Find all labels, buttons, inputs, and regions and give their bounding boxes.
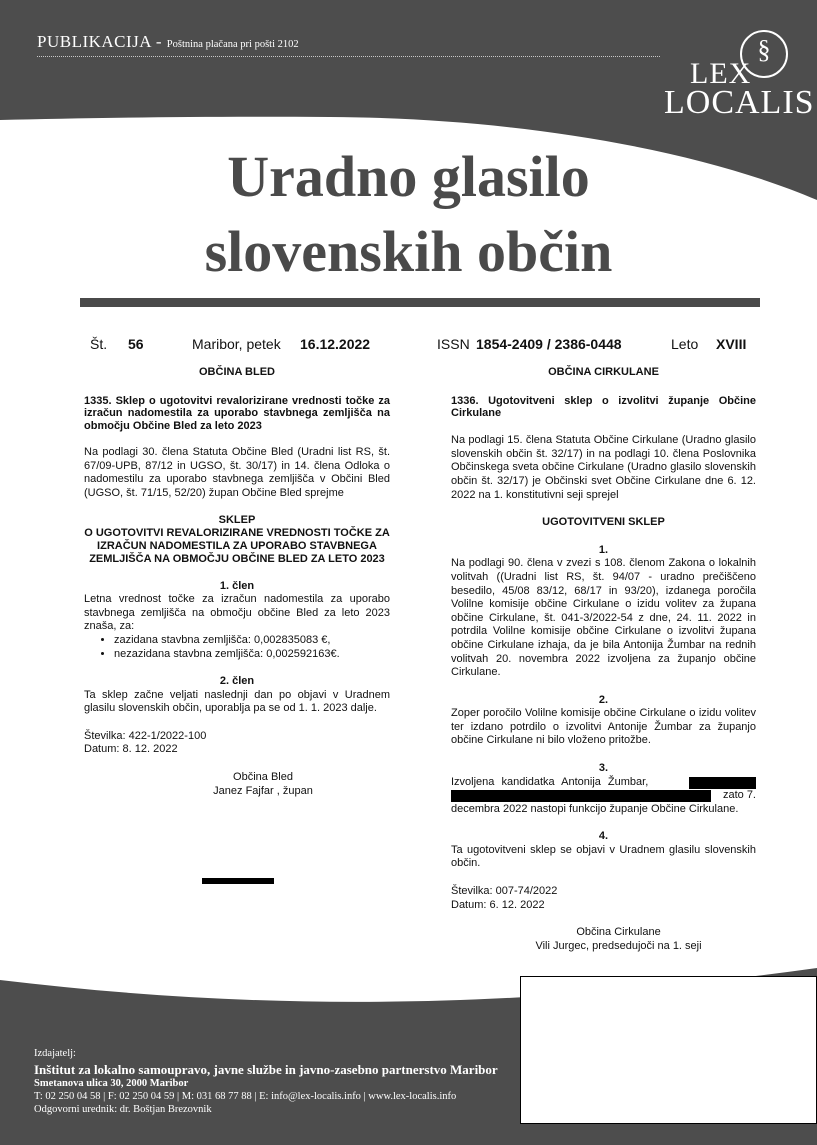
left-number: Številka: 422-1/2022-100 [84, 729, 207, 742]
issn-value: 1854-2409 / 2386-0448 [476, 336, 622, 352]
right-p1-number: 1. [598, 543, 609, 556]
right-intro: Na podlagi 15. člena Statuta Občine Cirkulane (Uradno glasilo slovenskih občin št. 32/17) in na podlagi 10. člena Poslovnika Občinskega sveta občine Cirkulane (Uradno glasilo slovenskih občin št. 32/17) je Občinski svet Občine Cirkulane dne 6. 12. 2022 na 1. konstitutivni seji sprejel [451, 434, 756, 501]
footer-publisher-label: Izdajatelj: [34, 1048, 76, 1059]
footer-address: Smetanova ulica 30, 2000 Maribor [34, 1078, 189, 1089]
right-p3-number: 3. [598, 762, 609, 775]
page-title-line2: slovenskih občin [204, 219, 613, 284]
right-p3-line2: zato 7. [722, 788, 756, 801]
right-p2-number: 2. [598, 693, 609, 706]
issn-label: ISSN [437, 336, 470, 352]
left-intro: Na podlagi 30. člena Statuta Občine Bled (Uradni list RS, št. 67/09-UPB, 87/12 in UGSO, št. 30/17) in 14. člena Odloka o nadomestilu za uporabo stavbnega zemljišča v Občini Bled (UGSO, št. 71/15, 52/20) župan Občine Bled sprejme [84, 445, 390, 499]
publication-text: PUBLIKACIJA - [37, 32, 163, 51]
title-rule [80, 298, 760, 307]
postage-text: Poštnina plačana pri pošti 2102 [166, 39, 299, 50]
right-p1-text: Na podlagi 90. člena v zvezi s 108. členom Zakona o lokalnih volitvah ((Uradni list RS, št. 94/07 - uradno prečiščeno besedilo, 45/08 83/12, 68/17 in 93/20), izdanega poročila Volilne komisije občine Cirkulane o izidu volitev za župana občine Cirkulane, št. 041-3/2022-54 z dne, 24. 11. 2022 in potrdila Volilne komisije občine Cirkulane o izvolitvi župana občine Cirkulane izhaja, da je bila Antonija Žumbar na rednih volitvah 20. novembra 2022 izvoljena za županjo občine Cirkulane. [451, 557, 756, 679]
right-p3-redacted-lines [451, 776, 756, 803]
right-sign-municipality: Občina Cirkulane [576, 926, 661, 939]
left-column [84, 366, 390, 798]
issue-number: 56 [128, 336, 144, 352]
logo-localis: LOCALIS [664, 84, 815, 121]
right-municipality-heading: OBČINA CIRKULANE [548, 366, 659, 378]
right-sklep-heading: UGOTOVITVENI SKLEP [542, 516, 665, 529]
left-sklep-heading: SKLEP [218, 514, 256, 527]
footer-editor: Odgovorni urednik: dr. Boštjan Brezovnik [34, 1104, 212, 1115]
publication-label [37, 32, 299, 52]
right-number: Številka: 007-74/2022 [451, 885, 558, 898]
right-p3-text: decembra 2022 nastopi funkcijo županje Občine Cirkulane. [451, 802, 739, 815]
left-values-list [84, 634, 390, 661]
right-redaction-1 [689, 777, 756, 789]
right-p3-line1: Izvoljena kandidatka Antonija Žumbar, [451, 775, 649, 788]
left-municipality-heading: OBČINA BLED [199, 366, 275, 378]
left-clen1-heading: 1. člen [219, 579, 255, 592]
left-clen2-heading: 2. člen [219, 675, 255, 688]
right-redaction-2 [451, 790, 711, 802]
year-value: XVIII [716, 336, 747, 352]
header-dotted-line [37, 56, 660, 57]
right-sign-name: Vili Jurgec, predsedujoči na 1. seji [535, 939, 702, 952]
year-label: Leto [671, 336, 699, 352]
section-sign-icon: § [757, 35, 771, 64]
left-clen2-text: Ta sklep začne veljati naslednji dan po objavi v Uradnem glasilu slovenskih občin, uporablja pa se od 1. 1. 2023 dalje. [84, 688, 390, 715]
left-act-title: 1335. Sklep o ugotovitvi revalorizirane vrednosti točke za izračun nadomestila za uporabo stavbnega zemljišča na območju Občine Bled za leto 2023 [84, 394, 390, 433]
left-sklep-subheading: O UGOTOVITVI REVALORIZIRANE VREDNOSTI TOČKE ZA IZRAČUN NADOMESTILA ZA UPORABO STAVBNEGA ZEMLJIŠČA NA OBMOČJU OBČINE BLED ZA LETO 2023 [84, 527, 390, 565]
logo-lex: LEX [690, 57, 752, 90]
page-title-line1: Uradno glasilo [227, 144, 590, 209]
left-clen1-text: Letna vrednost točke za izračun nadomestila za uporabo stavbnega zemljišča na območju občine Bled za leto 2023 znaša, za: [84, 593, 390, 633]
right-act-title: 1336. Ugotovitveni sklep o izvolitvi županje Občine Cirkulane [451, 394, 756, 420]
list-item: • zazidana stavbna zemljišča: 0,002835083 €, [114, 634, 390, 648]
right-p4-text: Ta ugotovitveni sklep se objavi v Uradnem glasilu slovenskih občin. [451, 843, 756, 870]
right-p2-text: Zoper poročilo Volilne komisije občine Cirkulane o izidu volitev ter izdano potrdilo o izvolitvi Antonije Žumbar za županjo občine Cirkulane ni bilo vloženo pritožbe. [451, 707, 756, 747]
right-p4-number: 4. [598, 830, 609, 843]
footer-publisher: Inštitut za lokalno samoupravo, javne službe in javno-zasebno partnerstvo Maribor [34, 1062, 498, 1077]
issue-number-label: Št. [90, 336, 108, 352]
footer-contacts: T: 02 250 04 58 | F: 02 250 04 59 | M: 031 68 77 88 | E: info@lex-localis.info | www.lex-localis.info [34, 1091, 457, 1102]
list-item: • nezazidana stavbna zemljišča: 0,002592163€. [114, 648, 390, 662]
blank-stamp-box [520, 976, 817, 1124]
left-sign-name: Janez Fajfar , župan [213, 784, 313, 797]
issue-place-day: Maribor, petek [192, 336, 281, 352]
issue-date: 16.12.2022 [300, 336, 371, 352]
left-sign-municipality: Občina Bled [233, 771, 293, 784]
left-signature-redaction [202, 878, 274, 884]
right-column [451, 366, 756, 953]
right-date: Datum: 6. 12. 2022 [451, 898, 545, 911]
left-date: Datum: 8. 12. 2022 [84, 743, 178, 756]
